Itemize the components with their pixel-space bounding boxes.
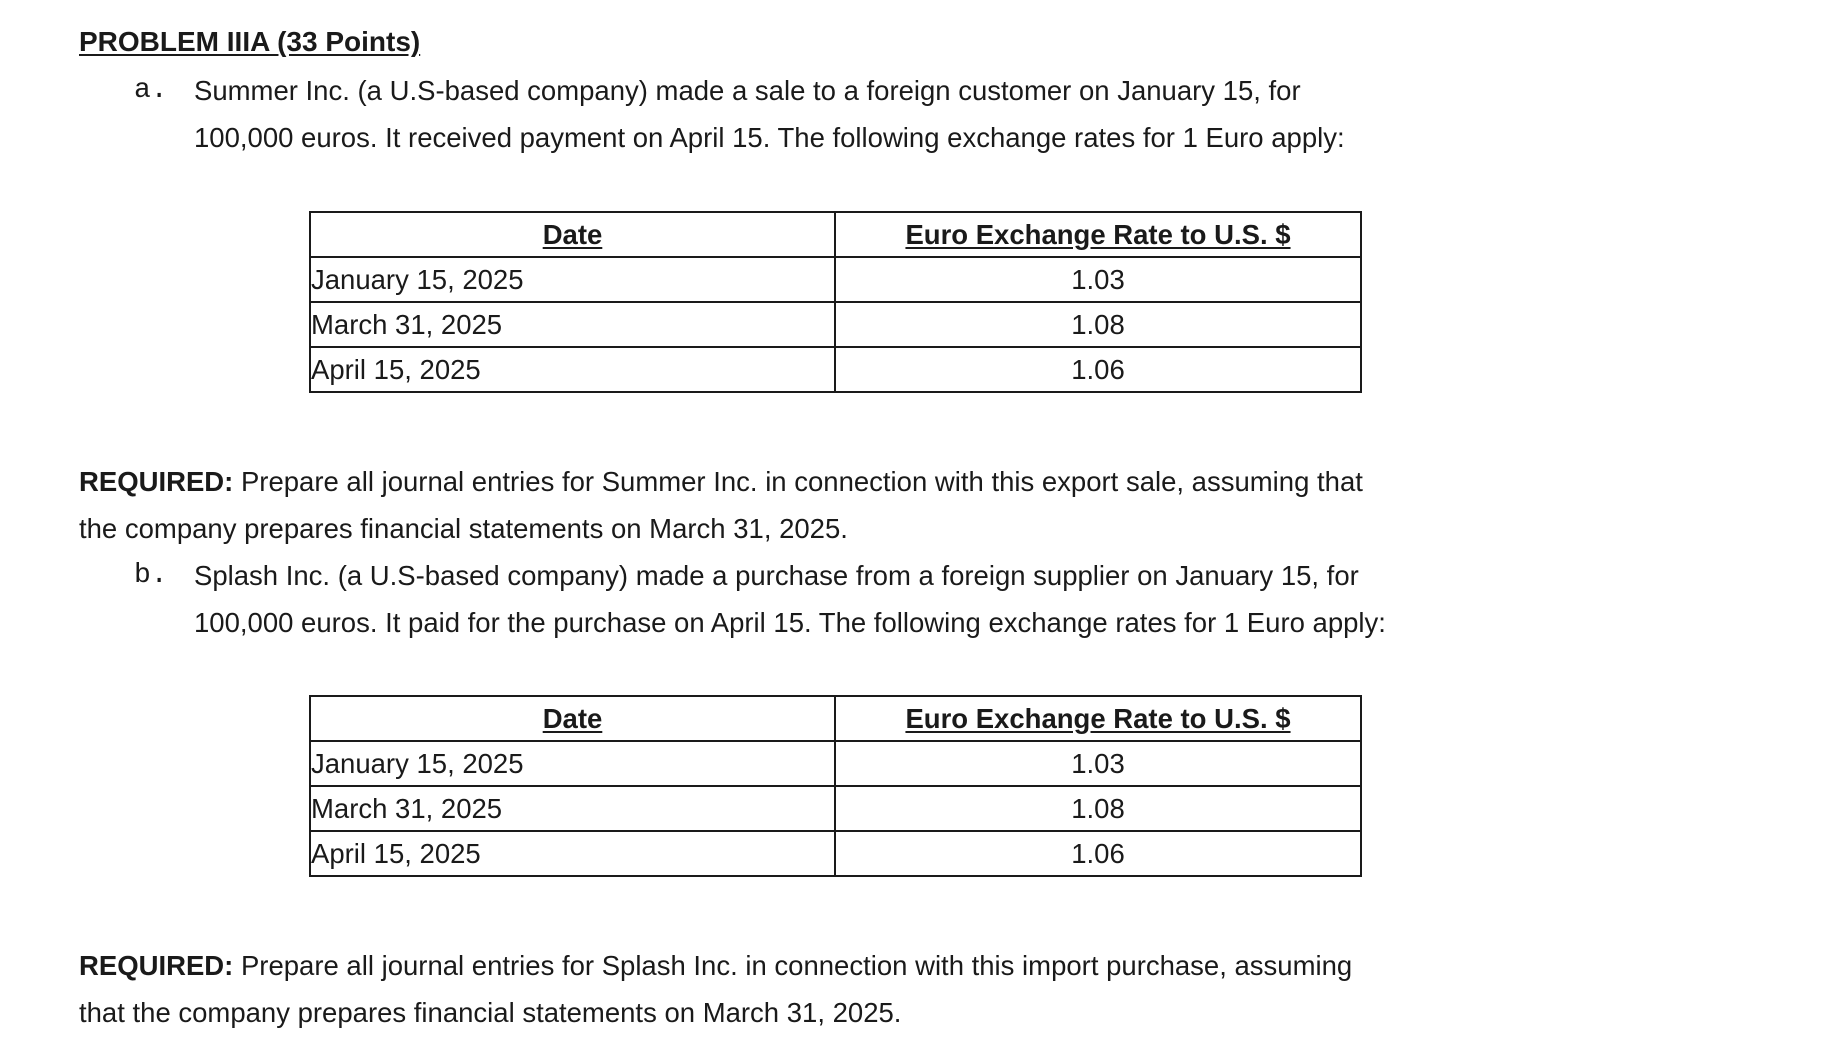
date-cell: March 31, 2025 (310, 786, 835, 831)
part-b-required-line-2: that the company prepares financial statements on March 31, 2025. (79, 997, 902, 1028)
part-a-rates-table (309, 211, 1362, 393)
table-row (310, 831, 1361, 876)
date-column-header: Date (310, 212, 835, 257)
table-row (310, 257, 1361, 302)
part-a-line-2: 100,000 euros. It received payment on April 15. The following exchange rates for 1 Euro apply: (194, 122, 1345, 153)
part-b-line-1: Splash Inc. (a U.S-based company) made a purchase from a foreign supplier on January 15, for (194, 560, 1359, 591)
part-a-required (79, 458, 1579, 552)
part-b-required-text: Prepare all journal entries for Splash Inc. in connection with this import purchase, assuming (240, 950, 1353, 981)
rate-cell: 1.08 (835, 786, 1361, 831)
date-cell: April 15, 2025 (310, 831, 835, 876)
date-cell: January 15, 2025 (310, 257, 835, 302)
part-b-required (79, 942, 1579, 1036)
part-a-text (194, 67, 1634, 161)
rate-cell: 1.08 (835, 302, 1361, 347)
table-row (310, 347, 1361, 392)
rate-cell: 1.03 (835, 257, 1361, 302)
part-a-required-line-2: the company prepares financial statements on March 31, 2025. (79, 513, 848, 544)
rate-column-header: Euro Exchange Rate to U.S. $ (835, 696, 1361, 741)
rate-cell: 1.06 (835, 347, 1361, 392)
date-cell: April 15, 2025 (310, 347, 835, 392)
table-header-row (310, 212, 1361, 257)
table-row (310, 786, 1361, 831)
part-b-required-line-1 (79, 942, 1579, 989)
problem-heading: PROBLEM IIIA (33 Points) (79, 26, 421, 57)
rate-column-header: Euro Exchange Rate to U.S. $ (835, 212, 1361, 257)
table-header-row (310, 696, 1361, 741)
rate-cell: 1.06 (835, 831, 1361, 876)
part-a-line-1: Summer Inc. (a U.S-based company) made a sale to a foreign customer on January 15, for (194, 75, 1301, 106)
part-b-letter: b. (134, 560, 168, 591)
table-row (310, 741, 1361, 786)
part-a-letter: a. (134, 75, 168, 106)
part-a-required-line-1 (79, 458, 1579, 505)
part-b-text (194, 552, 1634, 646)
table-row (310, 302, 1361, 347)
required-label: REQUIRED: (79, 466, 234, 497)
rate-cell: 1.03 (835, 741, 1361, 786)
date-cell: January 15, 2025 (310, 741, 835, 786)
date-column-header: Date (310, 696, 835, 741)
date-cell: March 31, 2025 (310, 302, 835, 347)
part-a-required-text: Prepare all journal entries for Summer Inc. in connection with this export sale, assuming that (240, 466, 1363, 497)
part-b-line-2: 100,000 euros. It paid for the purchase on April 15. The following exchange rates for 1 Euro apply: (194, 607, 1386, 638)
required-label: REQUIRED: (79, 950, 234, 981)
part-b-rates-table (309, 695, 1362, 877)
